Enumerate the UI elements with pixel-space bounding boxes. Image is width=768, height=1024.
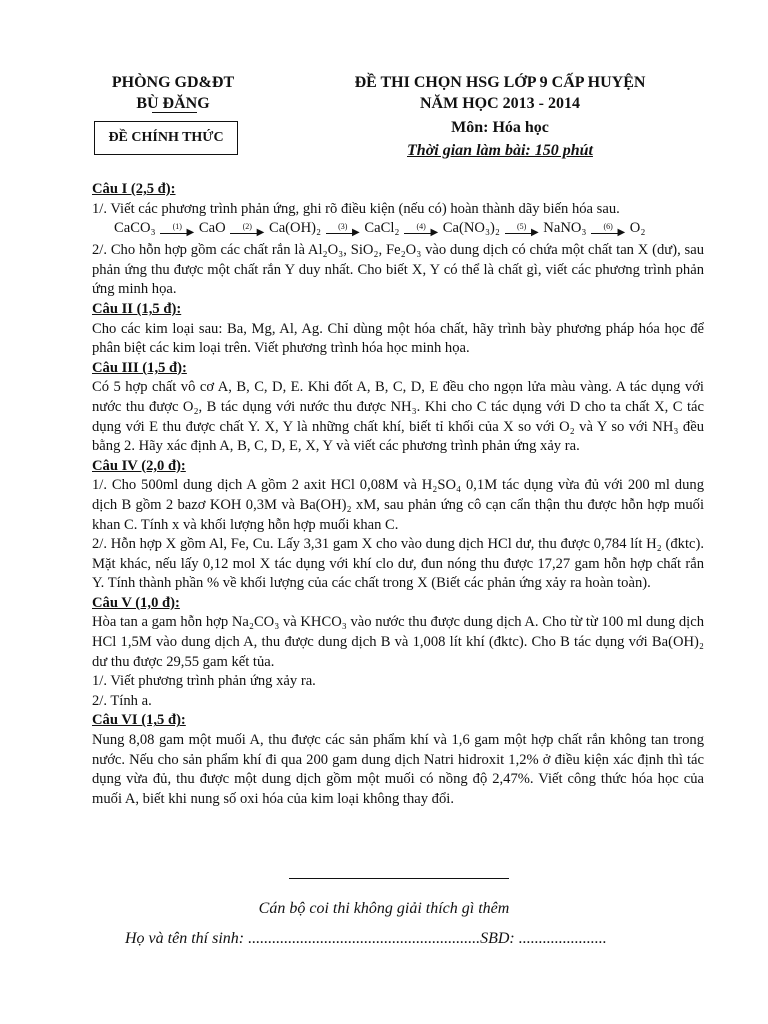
end-divider: [289, 878, 509, 879]
subject: Môn: Hóa học: [451, 119, 549, 136]
arrow-label-3: (3): [338, 221, 348, 231]
reaction-arrow-6: (6) ▶: [591, 221, 625, 239]
reaction-arrow-3: (3) ▶: [326, 221, 360, 239]
proctor-note: Cán bộ coi thi không giải thích gì thêm: [258, 900, 510, 917]
reaction-arrow-2: (2) ▶: [230, 221, 264, 239]
question-5-text: Hòa tan a gam hỗn hợp Na₂CO₃ và KHCO₃ vào nước thu được dung dịch A. Cho từ từ 100 ml dung dịch HCl 1,5M vào dung dịch A, thu được dung dịch B và 1,008 lít khí (đktc). Cho B tác dụng với Ba(OH)₂ dư thu được 29,55 gam kết tủa.: [92, 614, 704, 670]
compound-cano32: Ca(NO₃)₂: [442, 220, 500, 237]
question-2-heading: Câu II (1,5 đ):: [92, 300, 182, 317]
header-divider: [152, 112, 197, 113]
exam-title: ĐỀ THI CHỌN HSG LỚP 9 CẤP HUYỆN: [354, 74, 646, 91]
question-1-heading: Câu I (2,5 đ):: [92, 181, 176, 197]
compound-cacl2: CaCl₂: [364, 220, 400, 237]
question-5-part-1: 1/. Viết phương trình phản ứng xảy ra.: [92, 673, 316, 690]
school-year: NĂM HỌC 2013 - 2014: [420, 95, 580, 112]
arrow-label-6: (6): [603, 221, 613, 231]
department-line-2: BÙ ĐĂNG: [136, 95, 210, 112]
question-3-heading: Câu III (1,5 đ):: [92, 359, 187, 376]
reaction-arrow-1: (1) ▶: [160, 221, 194, 239]
arrow-label-5: (5): [516, 221, 527, 231]
question-4-part-2: 2/. Hỗn hợp X gồm Al, Fe, Cu. Lấy 3,31 gam X cho vào dung dịch HCl dư, thu được 0,784 lít H₂ (đktc). Mặt khác, nếu lấy 0,12 mol X tác dụng với khí clo dư, đun nóng thu được 17,27 gam hỗn hợp chất rắn Y. Tính thành phần % về khối lượng của các chất trong X (Biết các phản ứng xảy ra hoàn toàn).: [92, 536, 704, 592]
question-2-text: Cho các kim loại sau: Ba, Mg, Al, Ag. Chỉ dùng một hóa chất, hãy trình bày phương pháp hóa học để phân biệt các kim loại trên. Viết phương trình hóa học minh họa.: [92, 320, 704, 357]
reaction-arrow-4: (4) ▶: [404, 221, 438, 239]
question-3-text: Có 5 hợp chất vô cơ A, B, C, D, E. Khi đốt A, B, C, D, E đều cho ngọn lửa màu vàng. A tác dụng với nước thu được O₂, B tác dụng với nước thu được NH₃. Khi cho C tác dụng với D cho ta chất X, C tác dụng với E thu được chất Y. X, Y là những chất khí, biết tỉ khối của X so với O₂ và Y so với NH₃ đều bằng 2. Hãy xác định A, B, C, D, E, X, Y và viết các phương trình phản ứng xảy ra.: [92, 379, 704, 455]
duration: Thời gian làm bài: 150 phút: [407, 142, 593, 159]
official-stamp-box: ĐỀ CHÍNH THỨC: [94, 121, 238, 155]
arrow-label-2: (2): [242, 221, 252, 231]
question-1-part-1: 1/. Viết các phương trình phản ứng, ghi rõ điều kiện (nếu có) hoàn thành dãy biến hóa sau.: [92, 200, 620, 217]
question-6-heading: Câu VI (1,5 đ):: [92, 712, 186, 729]
compound-caoh2: Ca(OH)₂: [268, 220, 322, 237]
question-5-heading: Câu V (1,0 đ):: [92, 594, 180, 611]
exam-title-block: [290, 72, 710, 161]
exam-body: [92, 180, 704, 809]
arrow-label-4: (4): [416, 221, 426, 231]
reaction-chain: [114, 219, 704, 241]
question-4-part-1: 1/. Cho 500ml dung dịch A gồm 2 axit HCl 0,08M và H₂SO₄ 0,1M tác dụng vừa đủ với 200 ml dung dịch B gồm 2 bazơ KOH 0,3M và Ba(OH)₂ xM, sau phản ứng cô cạn cẩn thận thu được hỗn hợp muối khan C. Tính x và khối lượng hỗn hợp muối khan C.: [92, 477, 704, 533]
compound-o2: O₂: [629, 220, 646, 237]
compound-caco3: CaCO₃: [114, 220, 156, 237]
department-name: [78, 72, 268, 114]
question-4-heading: Câu IV (2,0 đ):: [92, 457, 186, 474]
question-1-part-2: 2/. Cho hỗn hợp gồm các chất rắn là Al₂O₃, SiO₂, Fe₂O₃ vào dung dịch có chứa một chất tan X (dư), sau phản ứng thu được một chất rắn Y duy nhất. Cho biết X, Y có thể là chất gì, viết các phương trình phản ứng minh họa.: [92, 242, 704, 298]
reaction-arrow-5: (5) ▶: [505, 221, 539, 239]
arrow-label-1: (1): [172, 221, 182, 231]
candidate-info-line: Họ và tên thí sinh: ..........................................................SBD: ......................: [125, 930, 607, 947]
question-6-text: Nung 8,08 gam một muối A, thu được các sản phẩm khí và 1,6 gam một hợp chất rắn không tan trong nước. Nếu cho sản phẩm khí đi qua 200 gam dung dịch Natri hidroxit 1,2% ở điều kiện xác định thì tác dụng vừa đủ, thu được một dung dịch gồm một muối có nồng độ 2,47%. Viết công thức hóa học của muối A, biết khi nung số oxi hóa của kim loại không thay đổi.: [92, 732, 704, 807]
compound-cao: CaO: [198, 220, 226, 237]
compound-nano3: NaNO₃: [543, 220, 587, 237]
department-line-1: PHÒNG GD&ĐT: [111, 74, 235, 91]
question-5-part-2: 2/. Tính a.: [92, 692, 152, 709]
